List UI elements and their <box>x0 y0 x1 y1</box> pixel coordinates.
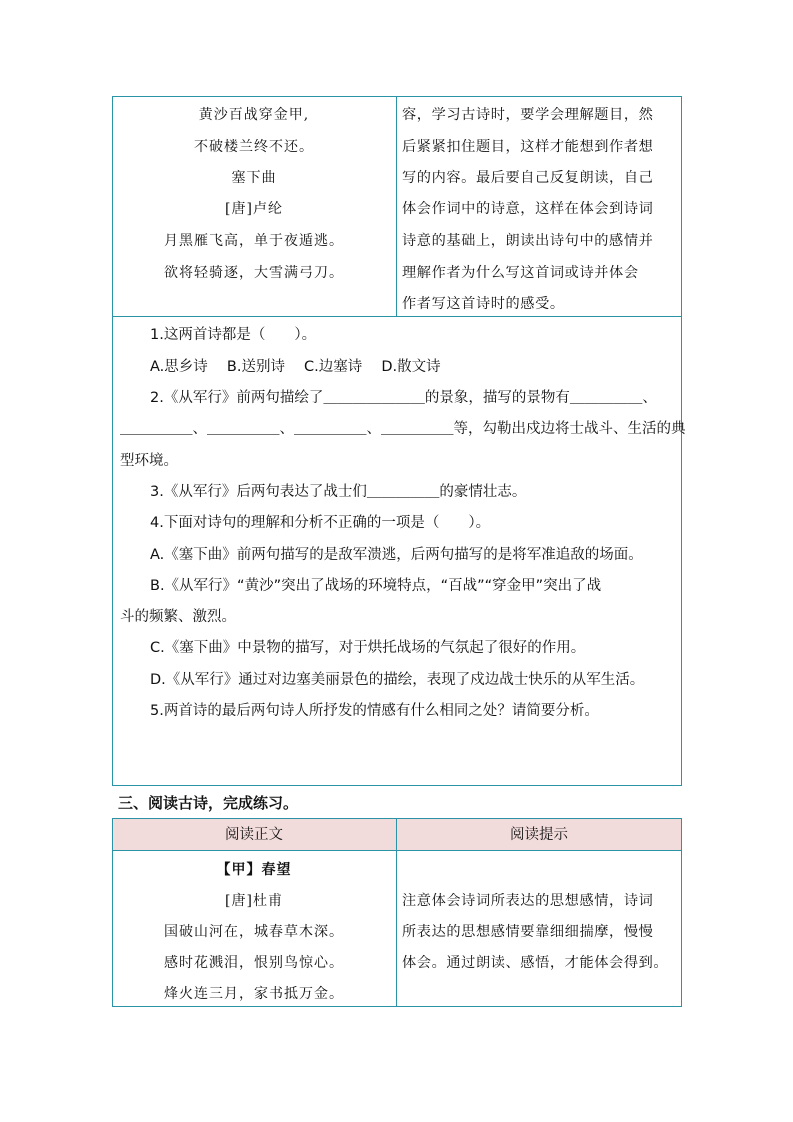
question-1: 1.这两首诗都是（ ）。 <box>150 327 317 343</box>
question-2-cont: 型环境。 <box>120 453 178 469</box>
reading-hint-line: 后紧紧扣住题目，这样才能想到作者想 <box>402 139 654 155</box>
poem-title: 【甲】春望 <box>216 862 292 878</box>
poem-line: 黄沙百战穿金甲, <box>198 107 310 123</box>
question-2: 2.《从军行》前两句描绘了＿＿＿＿＿＿＿的景象，描写的景物有＿＿＿＿＿、 <box>150 390 657 406</box>
header-reading-hint: 阅读提示 <box>510 827 568 843</box>
table1-row-divider <box>112 316 682 317</box>
poem-title: 塞下曲 <box>231 170 277 186</box>
question-4-option-c: C.《塞下曲》中景物的描写，对于烘托战场的气氛起了很好的作用。 <box>150 640 586 656</box>
reading-hint-line: 容，学习古诗时，要学会理解题目，然 <box>402 107 654 123</box>
question-4: 4.下面对诗句的理解和分析不正确的一项是（ ）。 <box>150 515 491 531</box>
reading-hint-line: 所表达的思想感情要靠细细揣摩，慢慢 <box>402 924 654 940</box>
table2-header-divider <box>112 850 682 851</box>
question-4-option-a: A.《塞下曲》前两句描写的是敌军溃逃，后两句描写的是将军准追敌的场面。 <box>150 547 643 563</box>
poem-line: 感时花溅泪，恨别鸟惊心。 <box>164 955 344 971</box>
question-5: 5.两首诗的最后两句诗人所抒发的情感有什么相同之处？请简要分析。 <box>150 703 599 719</box>
poem-author: [唐]杜甫 <box>225 893 283 909</box>
poem-line: 欲将轻骑逐，大雪满弓刀。 <box>164 265 344 281</box>
table1-column-divider <box>396 96 397 316</box>
reading-hint-line: 体会。通过朗读、感悟，才能体会得到。 <box>402 955 669 971</box>
reading-hint-line: 理解作者为什么写这首词或诗并体会 <box>402 265 639 281</box>
question-4-option-b-cont: 斗的频繁、激烈。 <box>120 609 236 625</box>
poem-author: [唐]卢纶 <box>225 201 283 217</box>
question-3: 3.《从军行》后两句表达了战士们＿＿＿＿＿的豪情壮志。 <box>150 484 527 500</box>
question-4-option-d: D.《从军行》通过对边塞美丽景色的描绘，表现了戍边战士快乐的从军生活。 <box>150 672 645 688</box>
poem-line: 不破楼兰终不还。 <box>194 139 314 155</box>
header-reading-text: 阅读正文 <box>225 827 283 843</box>
question-2-cont: ＿＿＿＿＿、＿＿＿＿＿、＿＿＿＿＿、＿＿＿＿＿等，勾勒出戍边将士战斗、生活的典 <box>120 421 686 437</box>
reading-hint-line: 诗意的基础上，朗读出诗句中的感情并 <box>402 233 654 249</box>
poem-line: 烽火连三月，家书抵万金。 <box>164 986 344 1002</box>
reading-hint-line: 注意体会诗词所表达的思想感情，诗词 <box>402 893 654 909</box>
question-1-options: A.思乡诗 B.送别诗 C.边塞诗 D.散文诗 <box>150 359 441 375</box>
poem-line: 月黑雁飞高，单于夜遁逃。 <box>164 233 344 249</box>
reading-hint-line: 体会作词中的诗意，这样在体会到诗词 <box>402 201 654 217</box>
reading-hint-line: 写的内容。最后要自己反复朗读，自己 <box>402 170 654 186</box>
question-4-option-b: B.《从军行》“黄沙”突出了战场的环境特点，“百战”“穿金甲”突出了战 <box>150 578 602 594</box>
section-title: 三、阅读古诗，完成练习。 <box>118 794 299 812</box>
reading-hint-line: 作者写这首诗时的感受。 <box>402 296 565 312</box>
poem-line: 国破山河在，城春草木深。 <box>164 924 344 940</box>
